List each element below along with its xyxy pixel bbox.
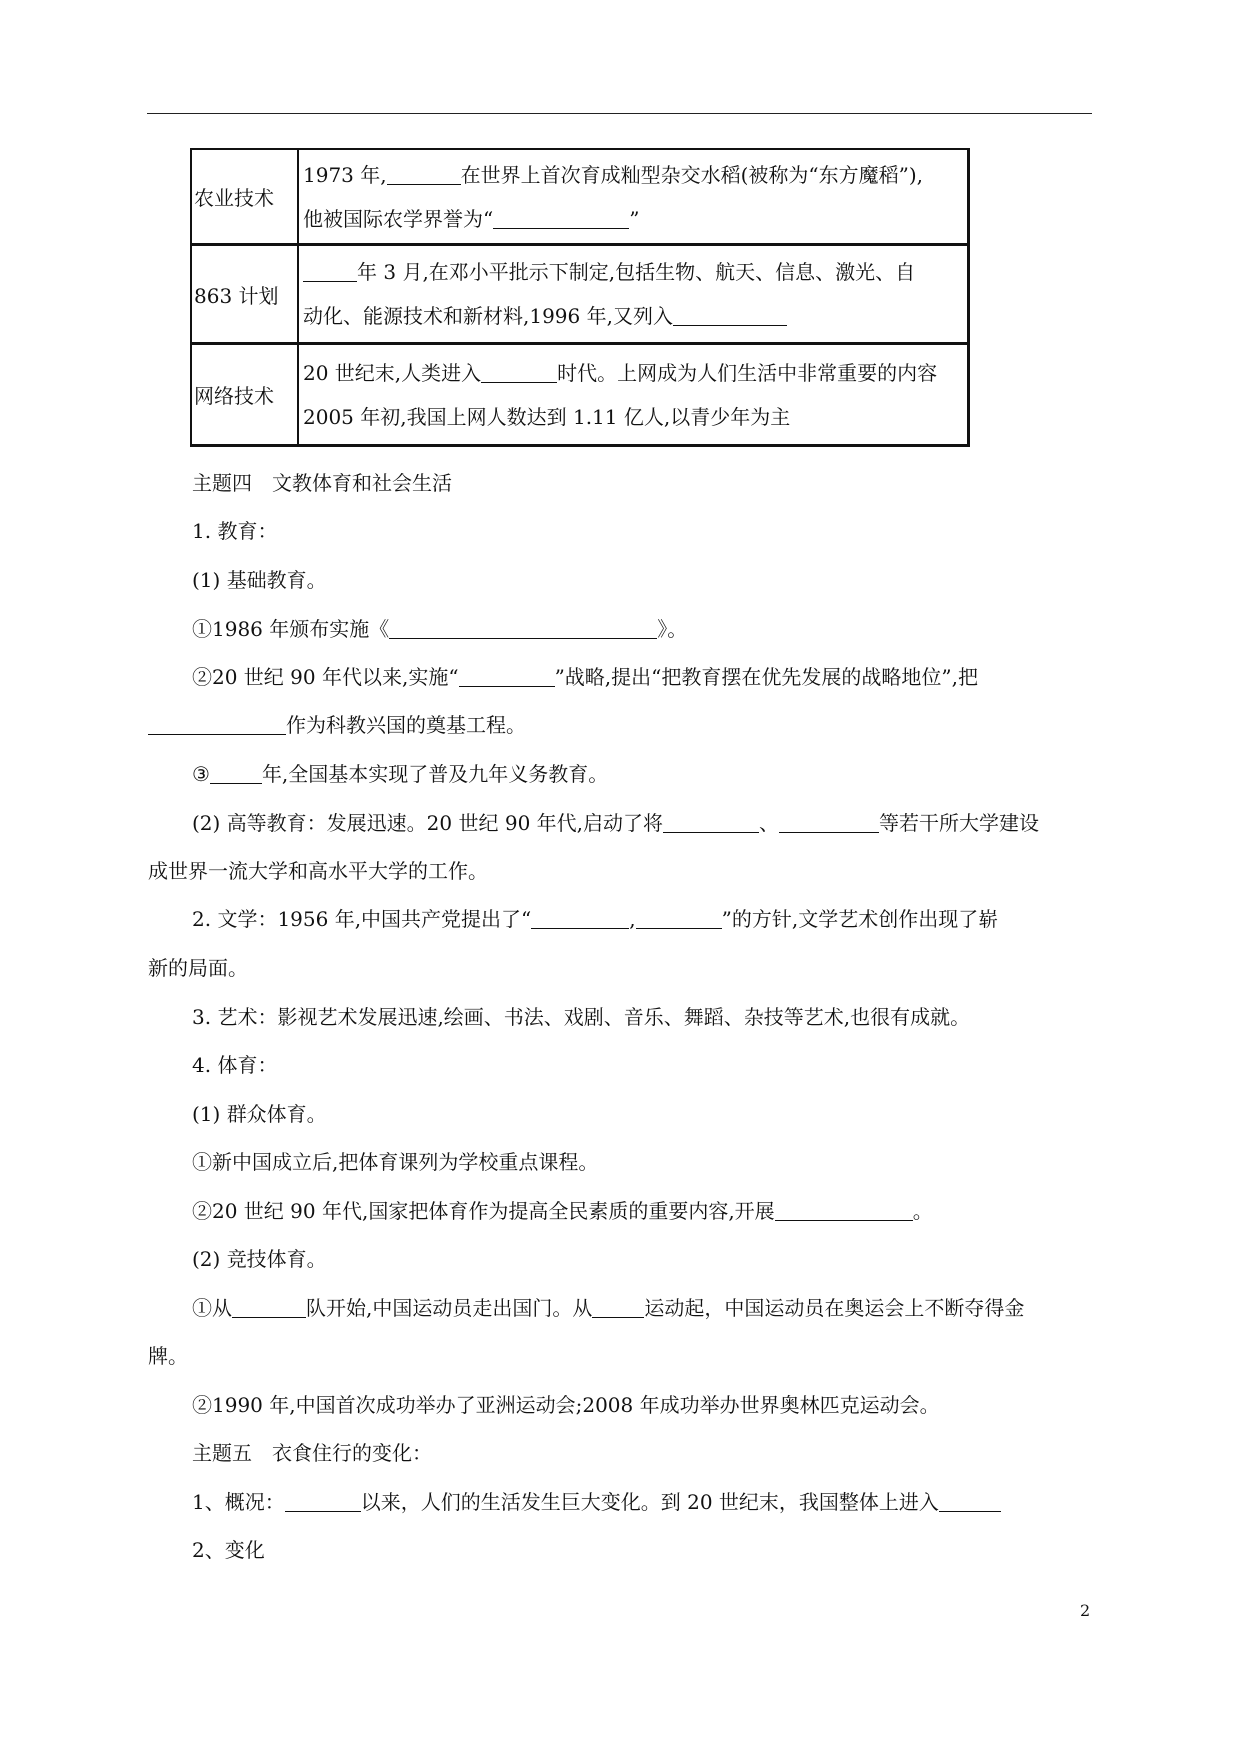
basic-edu-heading: (1) 基础教育。 [192,568,327,592]
fill-blank[interactable] [663,810,759,833]
fill-blank[interactable] [779,810,879,833]
mass-sport-heading: (1) 群众体育。 [192,1102,327,1126]
fill-blank[interactable] [210,761,262,784]
fill-blank[interactable] [775,1198,913,1221]
table-row [191,344,969,446]
table-row [191,149,969,245]
fill-blank[interactable] [303,259,357,282]
mass-sport-1: ①新中国成立后,把体育课列为学校重点课程。 [192,1150,599,1174]
change-heading: 2、变化 [192,1538,265,1562]
fill-blank[interactable] [387,162,461,185]
item-3: ③ 年,全国基本实现了普及九年义务教育。 [192,762,609,786]
sport-heading: 4. 体育： [192,1053,278,1077]
literature: 2. 文学：1956 年,中国共产党提出了“ , ”的方针,文学艺术创作出现了崭 [192,907,999,931]
theme4-heading: 主题四 文教体育和社会生活 [192,471,452,495]
item-90s-cont: 作为科教兴国的奠基工程。 [148,712,526,738]
fill-blank[interactable] [939,1489,1001,1512]
row-description: 20 世纪末,人类进入 时代。上网成为人们生活中非常重要的内容 2005 年初,我国上网人数达到 1.11 亿人,以青少年为主 [298,344,969,446]
comp-sport-heading: (2) 竞技体育。 [192,1247,327,1271]
fill-blank[interactable] [285,1489,361,1512]
fill-blank[interactable] [148,712,286,735]
row-category: 农业技术 [191,149,298,245]
fill-blank[interactable] [636,906,722,929]
fill-blank[interactable] [531,906,629,929]
mass-sport-2: ②20 世纪 90 年代,国家把体育作为提高全民素质的重要内容,开展 。 [192,1199,933,1223]
comp-sport-1: ①从 队开始,中国运动员走出国门。从 运动起，中国运动员在奥运会上不断夺得金 [192,1296,1025,1320]
fill-blank[interactable] [459,664,555,687]
literature-cont: 新的局面。 [148,956,248,980]
header-rule [147,113,1092,114]
row-description: 1973 年, 在世界上首次育成籼型杂交水稻(被称为“东方魔稻”), 他被国际农学界誉为“ ” [298,149,969,245]
comp-sport-1-cont: 牌。 [148,1344,188,1368]
item-90s: ②20 世纪 90 年代以来,实施“ ”战略,提出“把教育摆在优先发展的战略地位”,把 [192,665,978,689]
item-1986: ①1986 年颁布实施《 》。 [192,617,688,641]
higher-edu: (2) 高等教育：发展迅速。20 世纪 90 年代,启动了将 、 等若干所大学建设 [192,811,1040,835]
row-category: 863 计划 [191,245,298,344]
fill-blank[interactable] [389,616,657,639]
tech-table [190,148,970,447]
fill-blank[interactable] [481,360,557,383]
fill-blank[interactable] [232,1295,306,1318]
comp-sport-2: ②1990 年,中国首次成功举办了亚洲运动会;2008 年成功举办世界奥林匹克运动会。 [192,1393,940,1417]
fill-blank[interactable] [493,206,629,229]
higher-edu-cont: 成世界一流大学和高水平大学的工作。 [148,859,488,883]
fill-blank[interactable] [673,303,787,326]
fill-blank[interactable] [592,1295,644,1318]
table-row [191,245,969,344]
page-number: 2 [1080,1601,1091,1620]
theme5-heading: 主题五 衣食住行的变化： [192,1441,432,1465]
row-category: 网络技术 [191,344,298,446]
row-description: 年 3 月,在邓小平批示下制定,包括生物、航天、信息、激光、自 动化、能源技术和新材料,1996 年,又列入 [298,245,969,344]
overview: 1、概况： 以来，人们的生活发生巨大变化。到 20 世纪末，我国整体上进入 [192,1489,1001,1515]
edu-heading: 1. 教育： [192,519,278,543]
art: 3. 艺术：影视艺术发展迅速,绘画、书法、戏剧、音乐、舞蹈、杂技等艺术,也很有成就。 [192,1005,971,1029]
